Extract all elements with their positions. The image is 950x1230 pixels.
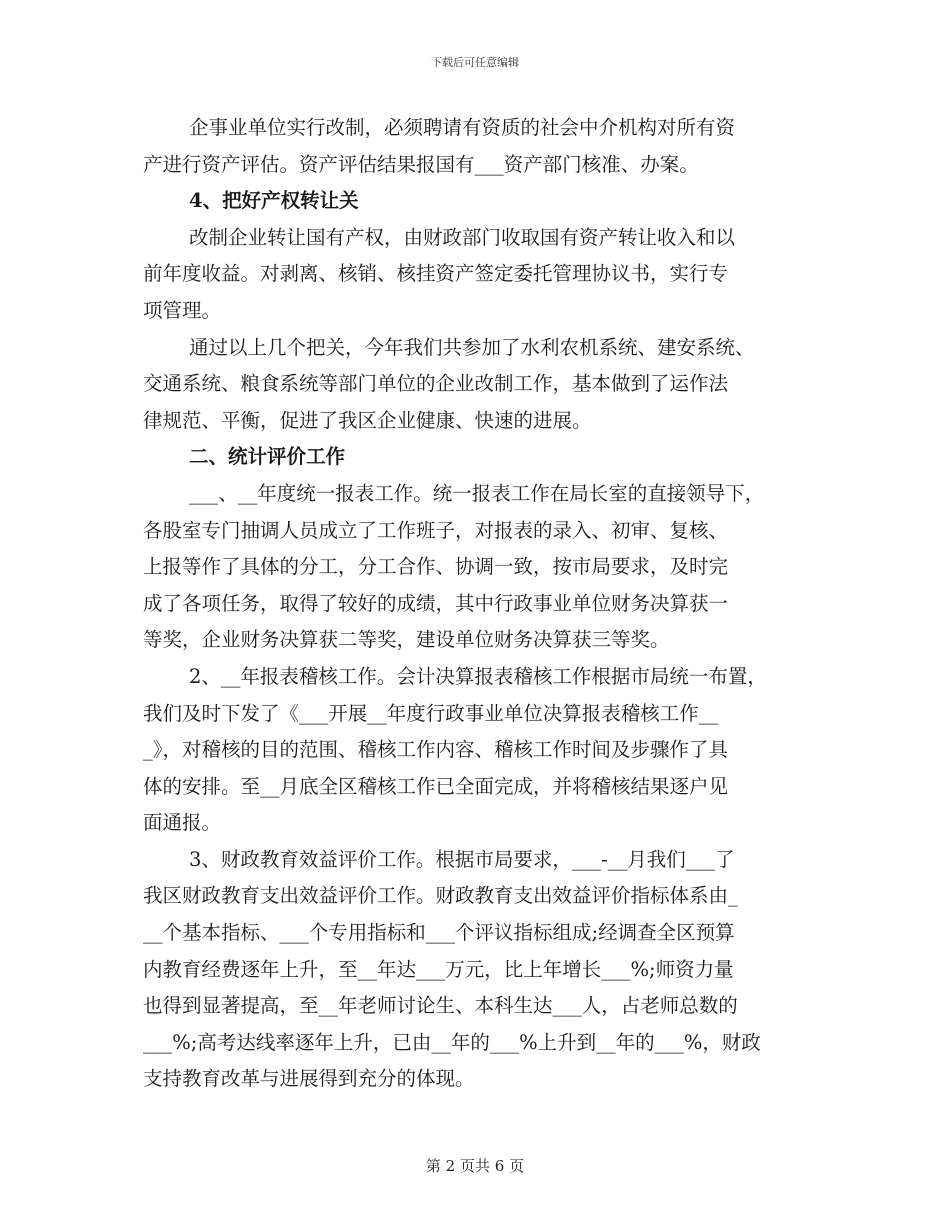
text-line: 律规范、平衡，促进了我区企业健康、快速的进展。 (143, 408, 592, 432)
text-line: 也得到显著提高，至__年老师讨论生、本科生达___人，占老师总数的 (143, 994, 738, 1018)
text-line: 上报等作了具体的分工，分工合作、协调一致，按市局要求，及时完 (143, 555, 729, 579)
text-line: 项管理。 (143, 298, 222, 322)
text-line: 2、__年报表稽核工作。会计决算报表稽核工作根据市局统一布置， (189, 664, 767, 688)
text-line: 成了各项任务，取得了较好的成绩，其中行政事业单位财务决算获一 (143, 591, 729, 615)
page-footer: 第 2 页共 6 页 (425, 1157, 525, 1175)
text-line: 面通报。 (143, 811, 222, 835)
text-line: 通过以上几个把关，今年我们共参加了水利农机系统、建安系统、 (189, 335, 755, 359)
text-line: 内教育经费逐年上升，至__年达___万元，比上年增长___%;师资力量 (143, 957, 734, 981)
text-line: 3、财政教育效益评价工作。根据市局要求，___-__月我们___了 (189, 847, 735, 871)
text-line: 我区财政教育支出效益评价工作。财政教育支出效益评价指标体系由_ (143, 884, 738, 908)
text-line: 等奖，企业财务决算获二等奖，建设单位财务决算获三等奖。 (143, 628, 670, 652)
text-line: __个基本指标、___个专用指标和___个评议指标组成;经调查全区预算 (143, 921, 735, 945)
section-heading: 4、把好产权转让关 (189, 189, 359, 213)
text-line: 前年度收益。对剥离、核销、核挂资产签定委托管理协议书，实行专 (143, 262, 729, 286)
text-line: 支持教育改革与进展得到充分的体现。 (143, 1067, 475, 1091)
text-line: ___%;高考达线率逐年上升，已由__年的___%上升到__年的___%，财政 (143, 1030, 761, 1054)
section-heading: 二、统计评价工作 (189, 445, 346, 469)
text-line: 产进行资产评估。资产评估结果报国有___资产部门核准、办案。 (143, 152, 699, 176)
text-line: 企事业单位实行改制，必须聘请有资质的社会中介机构对所有资 (189, 116, 736, 139)
text-line: 各股室专门抽调人员成立了工作班子，对报表的录入、初审、复核、 (143, 518, 729, 542)
text-line: 我们及时下发了《___开展__年度行政事业单位决算报表稽核工作__ (143, 701, 719, 725)
page-header: 下载后可任意编辑 (431, 56, 519, 69)
text-line: 改制企业转让国有产权，由财政部门收取国有资产转让收入和以 (189, 225, 736, 249)
document-body (143, 110, 823, 1098)
text-line: ___、__年度统一报表工作。统一报表工作在局长室的直接领导下， (189, 481, 765, 505)
text-line: _》，对稽核的目的范围、稽核工作内容、稽核工作时间及步骤作了具 (143, 738, 729, 762)
text-line: 交通系统、粮食系统等部门单位的企业改制工作，基本做到了运作法 (143, 372, 729, 396)
text-line: 体的安排。至__月底全区稽核工作已全面完成，并将稽核结果逐户见 (143, 774, 729, 798)
